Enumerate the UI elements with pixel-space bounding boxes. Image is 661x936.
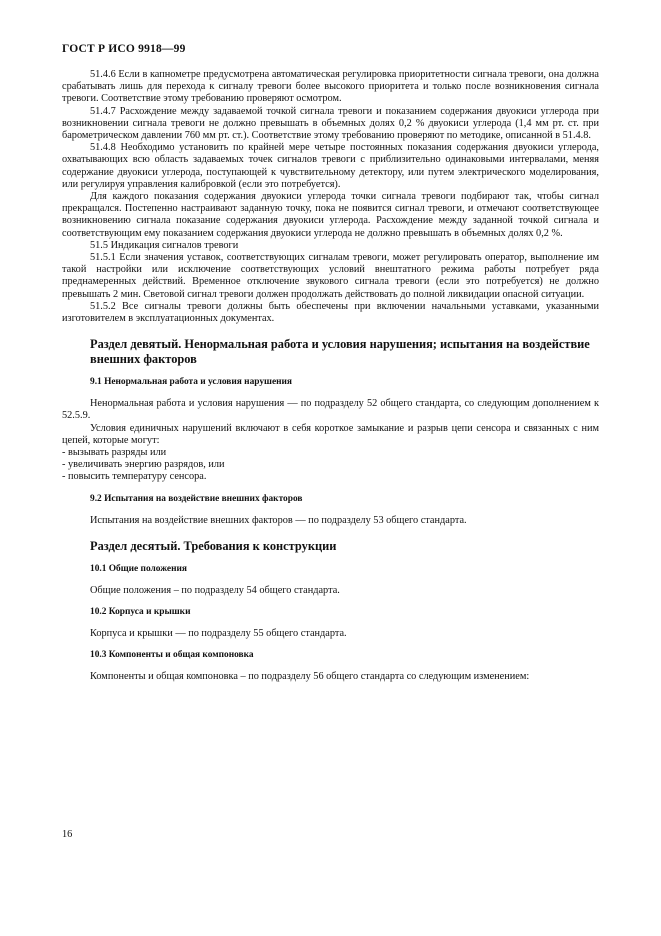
subsection-10-2-title: 10.2 Корпуса и крышки [90,607,191,618]
para-51-5-1: 51.5.1 Если значения уставок, соответствующих сигналам тревоги, может регулировать оператор, выполнение им такой настройки или исключение соответствующих условий внештатного режима работы потребует ряда преднамеренных действий. Временное отключение звукового сигнала тревоги (если это потребуется) не должно превышать 2 мин. Световой сигнал тревоги должен продолжать действовать до полной ликвидации опасной ситуации. [62,252,599,300]
para-10-2: Корпуса и крышки — по подразделу 55 общего стандарта. [90,628,347,640]
document-header: ГОСТ Р ИСО 9918—99 [62,43,186,55]
spacer [62,597,599,606]
section-9-title: Раздел девятый. Ненормальная работа и условия нарушения; испытания на воздействие внешних факторов [90,337,590,367]
para-10-1: Общие положения – по подразделу 54 общего стандарта. [90,584,340,596]
list-item-discharges: - вызывать разряды или [62,447,167,459]
para-10-3: Компоненты и общая компоновка – по подразделу 56 общего стандарта со следующим изменением: [90,671,530,683]
subsection-9-2-title: 9.2 Испытания на воздействие внешних факторов [90,493,303,504]
spacer [62,505,599,515]
spacer [62,484,599,493]
para-9-2: Испытания на воздействие внешних факторов — по подразделу 53 общего стандарта. [90,514,467,526]
para-51-5-2: 51.5.2 Все сигналы тревоги должны быть обеспечены при включении начальными уставками, указанными изготовителем в эксплуатационных документах. [62,300,599,325]
para-alarm-setpoint: Для каждого показания содержания двуокиси углерода точки сигнала тревоги подбирают так, чтобы сигнал прекращался. Постепенно настраивают заданную точку, пока не появится сигнал тревоги, и отмечают соответствующее возникновению сигнала показание содержания двуокиси углерода. Расхождение между заданной точкой сигнала и соответствующим ему показанием содержания двуокиси углерода не должно превышать в объемных долях 0,2 %. [62,191,599,239]
section-10-title: Раздел десятый. Требования к конструкции [90,538,337,553]
subsection-10-1-title: 10.1 Общие положения [90,563,187,574]
spacer [62,575,599,585]
para-9-1-a: Ненормальная работа и условия нарушения — по подразделу 52 общего стандарта, со следующим дополнением к 52.5.9. [62,398,599,422]
para-51-4-7: 51.4.7 Расхождение между задаваемой точкой сигнала тревоги и показанием содержания двуокиси углерода при возникновении сигнала тревоги не должно превышать в объемных долях 0,2 % двуокиси углерода (1,4 мм рт. ст. при барометрическом давлении 760 мм рт. ст.). Соответствие этому требованию проверяют по методике, описанной в 51.4.8. [62,105,599,142]
spacer [62,325,599,337]
spacer [62,367,599,376]
page-number: 16 [62,829,73,840]
list-item-temperature: - повысить температуру сенсора. [62,471,207,483]
spacer [62,554,599,563]
para-51-5: 51.5 Индикация сигналов тревоги [90,239,239,251]
para-51-4-8: 51.4.8 Необходимо установить по крайней мере четыре постоянных показания содержания двуокиси углерода, охватывающих всю область задаваемых точек сигналов тревоги с приблизительно одинаковыми интервалами, меняя содержание двуокиси углерода, поступающей к чувствительному детектору, или путем электрического моделирования, или регулируя управления калибровкой (если это потребуется). [62,142,599,190]
para-9-1-b: Условия единичных нарушений включают в себя короткое замыкание и разрыв цепи сенсора и связанных с ним цепей, которые могут: [62,422,599,446]
spacer [62,388,599,398]
list-item-energy: - увеличивать энергию разрядов, или [62,459,225,471]
spacer [62,618,599,628]
subsection-9-1-title: 9.1 Ненормальная работа и условия нарушения [90,377,292,388]
spacer [62,640,599,649]
para-51-4-6: 51.4.6 Если в капнометре предусмотрена автоматическая регулировка приоритетности сигнала тревоги, она должна срабатывать лишь для перехода к сигналу тревоги более высокого приоритета и только после возникновения сигнала тревоги. Соответствие этому требованию проверяют осмотром. [62,69,599,105]
subsection-10-3-title: 10.3 Компоненты и общая компоновка [90,650,254,661]
spacer [62,661,599,671]
document-body [62,69,599,684]
spacer [62,527,599,539]
